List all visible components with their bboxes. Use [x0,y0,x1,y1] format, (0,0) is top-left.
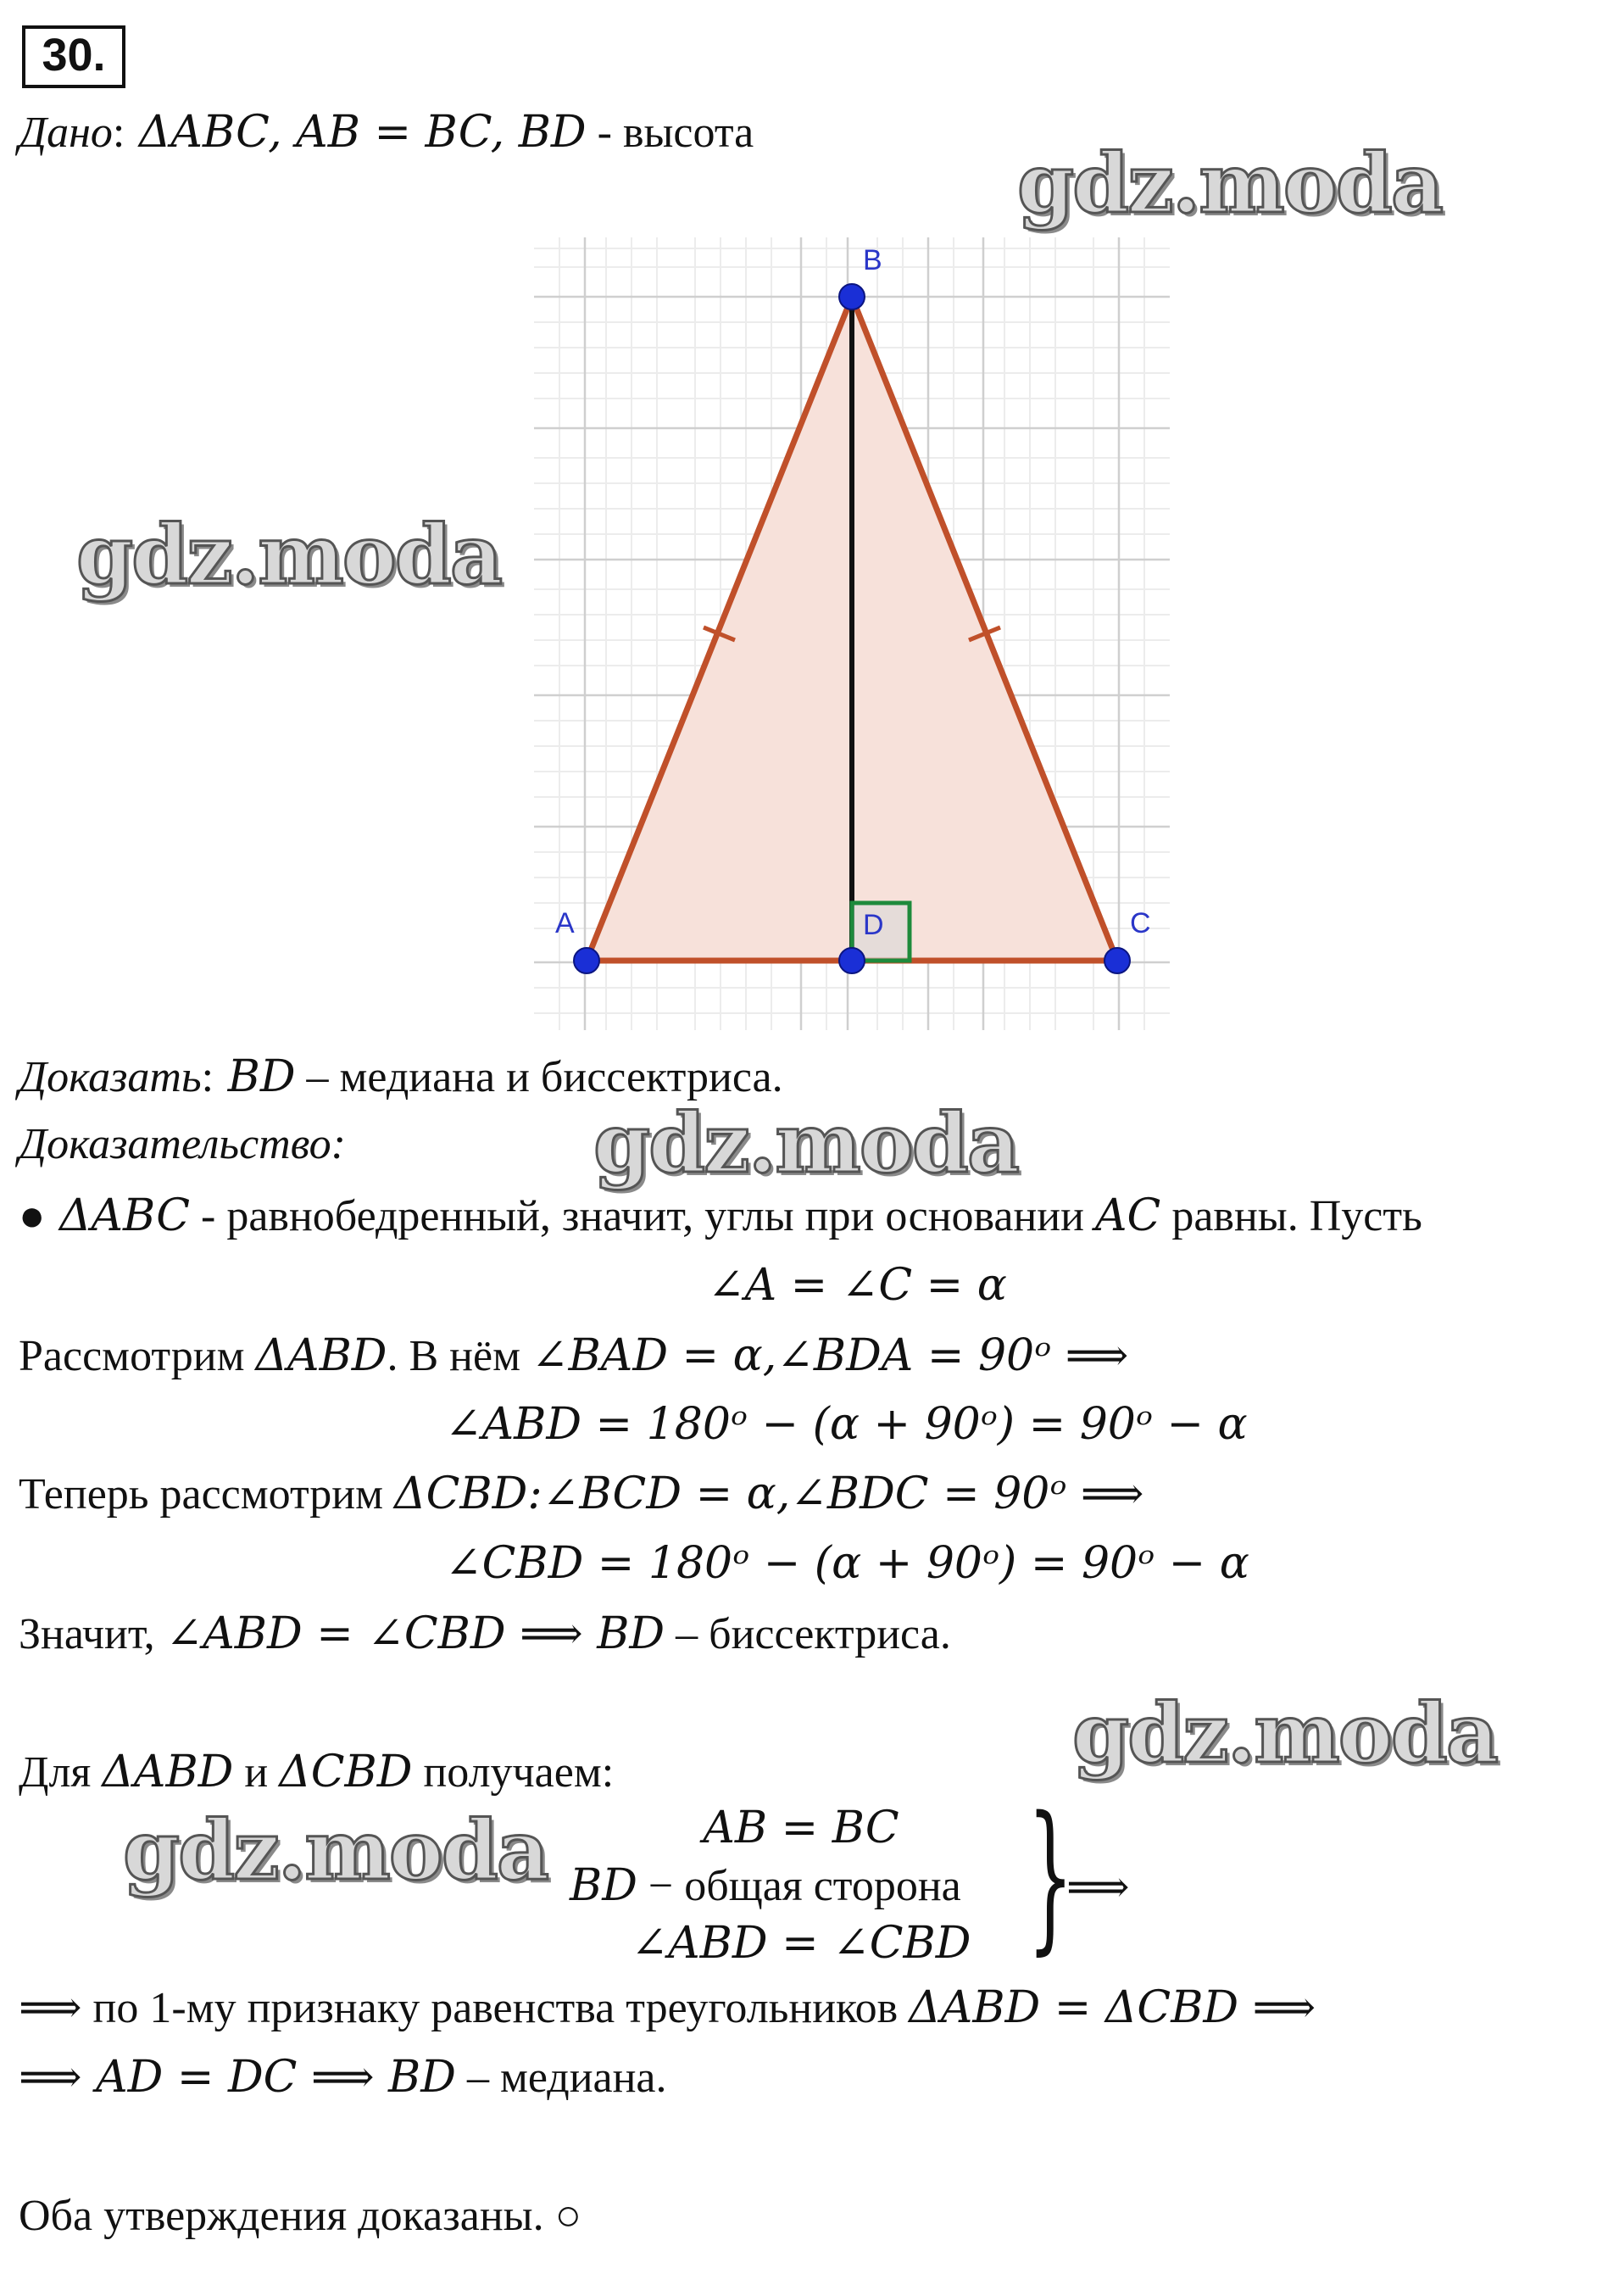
label-c: C [1130,907,1151,939]
system-line-1: AB = BC [703,1803,899,1853]
given-label: Дано [19,109,113,157]
proof-line-7: Значит, ∠ABD = ∠CBD ⟹ BD – биссектриса. [19,1608,951,1659]
point-b [839,284,865,309]
proof-line-1: ● ΔABC - равнобедренный, значит, углы при основании AC равны. Пусть [19,1190,1422,1241]
label-a: A [555,907,575,939]
given-math: ΔABC, AB = BC, BD [125,107,587,158]
watermark-5: gdz.moda [123,1803,548,1898]
watermark-4: gdz.moda [1072,1686,1498,1781]
watermark-1: gdz.moda [1017,136,1443,231]
system-line-2: BD − общая сторона [570,1860,961,1911]
proof-line-2: ∠A = ∠C = α [708,1260,1007,1311]
proof-line-8: Для ΔABD и ΔCBD получаем: [19,1747,615,1797]
point-c [1104,948,1130,973]
given-line: Дано: ΔABC, AB = BC, BD - высота [19,107,754,158]
system-line-3: ∠ABD = ∠CBD [631,1918,971,1969]
problem-number: 30. [22,25,125,88]
watermark-3: gdz.moda [593,1095,1019,1191]
proof-line-5: Теперь рассмотрим ΔCBD:∠BCD = α,∠BDC = 90ᵒ ⟹ [19,1468,1144,1519]
proof-line-3: Рассмотрим ΔABD. В нём ∠BAD = α,∠BDA = 90ᵒ ⟹ [19,1330,1129,1381]
proof-line-9: ⟹ по 1-му признаку равенства треугольников ΔABD = ΔCBD ⟹ [19,1982,1316,2033]
proof-line-6: ∠CBD = 180ᵒ − (α + 90ᵒ) = 90ᵒ − α [445,1538,1249,1589]
point-a [574,948,599,973]
given-suffix: - высота [586,109,754,157]
label-b: B [863,244,882,276]
system-brace: } [1027,1782,1074,1970]
point-d [839,948,865,973]
system-arrow: ⟹ [1066,1862,1130,1913]
watermark-2: gdz.moda [76,507,502,603]
label-d: D [863,909,884,941]
proof-conclusion: Оба утверждения доказаны. ○ [19,2192,581,2240]
proof-line-10: ⟹ AD = DC ⟹ BD – медиана. [19,2052,667,2103]
prove-line: Доказать: BD – медиана и биссектриса. [19,1051,783,1102]
prove-label: Доказать [19,1053,202,1101]
proof-line-4: ∠ABD = 180ᵒ − (α + 90ᵒ) = 90ᵒ − α [445,1399,1248,1450]
proof-label: Доказательство: [19,1120,346,1168]
